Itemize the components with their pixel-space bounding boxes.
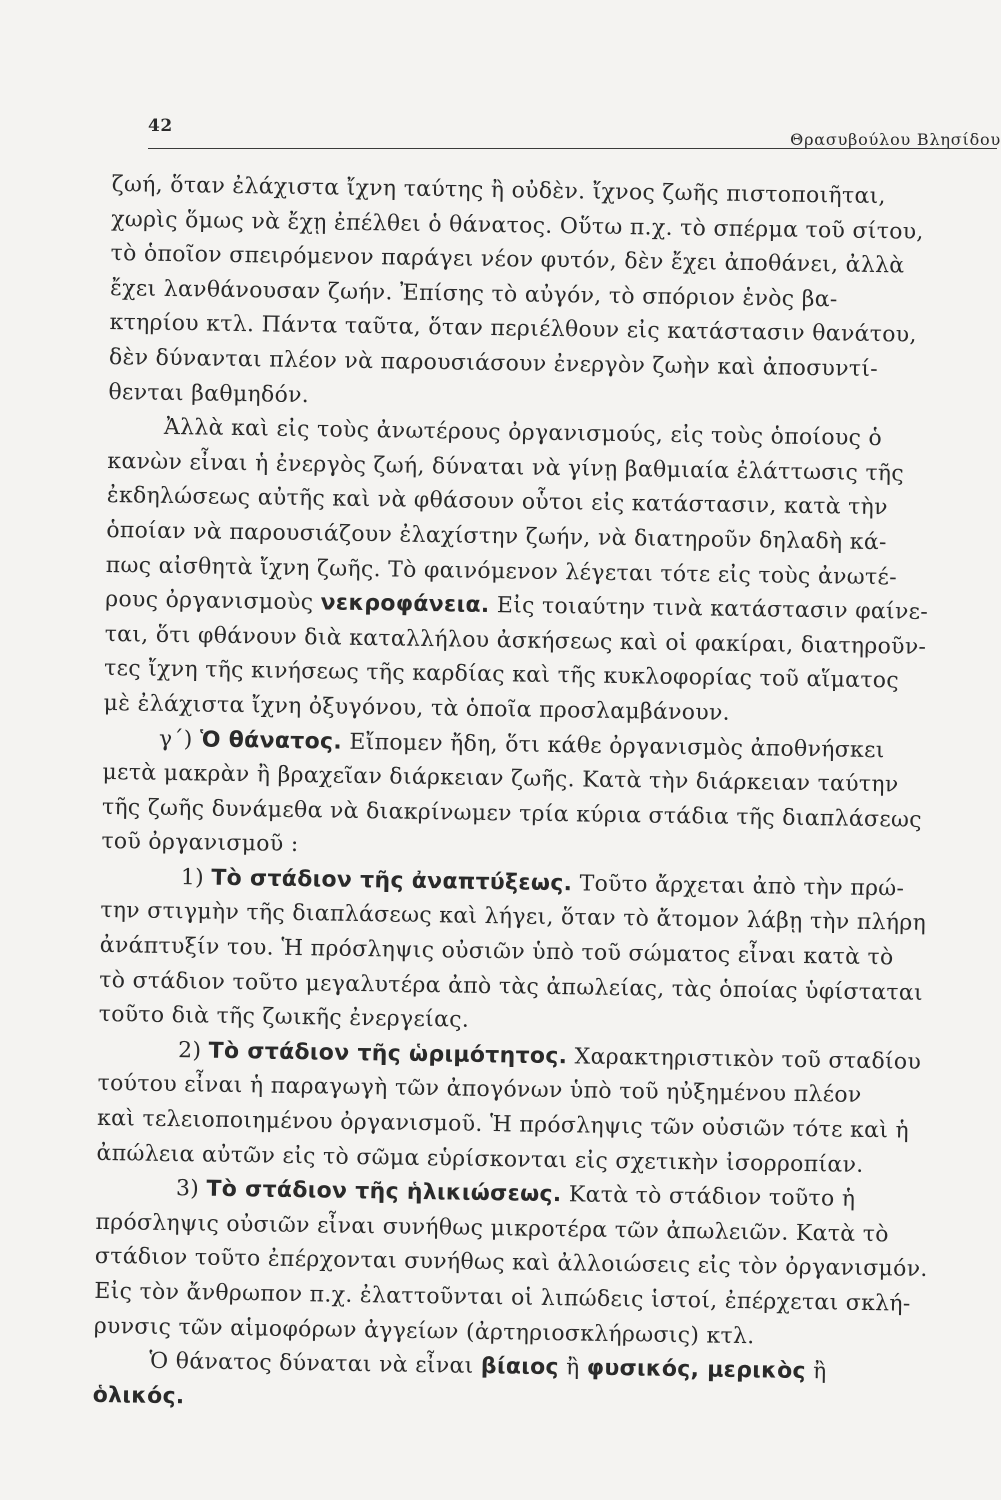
text-run: Εἰς τοιαύτην τινὰ κατάστασιν φαίνε-	[489, 593, 929, 625]
text-run: τες ἴχνη τῆς κινήσεως τῆς καρδίας καὶ τῆς κυκλοφορίας τοῦ αἵματος	[103, 656, 900, 694]
text-run: ἢ	[805, 1359, 827, 1385]
text-run: Κατὰ τὸ στάδιον τοῦτο ἡ	[561, 1182, 856, 1213]
text-run: την στιγμὴν τῆς διαπλάσεως καὶ λήγει, ὅταν τὸ ἄτομον λάβῃ τὴν πλήρη	[100, 898, 927, 937]
text-run: Τοῦτο ἄρχεται ἀπὸ τὴν πρώ-	[572, 871, 905, 902]
text-run: τοῦ ὀργανισμοῦ :	[101, 829, 299, 858]
text-run: τούτου εἶναι ἡ παραγωγὴ τῶν ἀπογόνων ὑπὸ τοῦ ηὐξημένου πλέον	[97, 1071, 862, 1109]
text-run: ρυνσις τῶν αἱμοφόρων ἀγγείων (ἀρτηριοσκλήρωσις) κτλ.	[93, 1313, 755, 1349]
text-run: πρόσληψις οὐσιῶν εἶναι συνήθως μικροτέρα τῶν ἀπωλειῶν. Κατὰ τὸ	[95, 1209, 889, 1248]
text-run: τὸ ὁποῖον σπειρόμενον παράγει νέον φυτόν, δὲν ἔχει ἀποθάνει, ἀλλὰ	[110, 241, 905, 279]
text-run: τῆς ζωῆς δυνάμεθα νὰ διακρίνωμεν τρία κύρια στάδια τῆς διαπλάσεως	[101, 794, 923, 833]
text-run: ἔχει λανθάνουσαν ζωήν. Ἐπίσης τὸ αὐγόν, τὸ σπόριον ἑνὸς βα-	[109, 275, 838, 313]
header-rule	[148, 148, 997, 149]
text-run: θενται βαθμηδόν.	[108, 379, 310, 408]
text-run: ἐκδηλώσεως αὐτῆς καὶ νὰ φθάσουν οὗτοι εἰς κατάστασιν, κατὰ τὴν	[106, 483, 888, 521]
bold-term: Τὸ στάδιον τῆς ἀναπτύξεως.	[211, 865, 573, 897]
text-run: πως αἰσθητὰ ἴχνη ζωῆς. Τὸ φαινόμενον λέγεται τότε εἰς τοὺς ἀνωτέ-	[105, 552, 898, 590]
text-run: τοῦτο διὰ τῆς ζωικῆς ἐνεργείας.	[98, 1002, 470, 1033]
bold-term: Ὁ θάνατος.	[199, 726, 343, 755]
text-run: μὲ ἐλάχιστα ἴχνη ὀξυγόνου, τὰ ὁποῖα προσλαμβάνουν.	[103, 690, 731, 726]
bold-term: νεκροφάνεια.	[320, 590, 490, 619]
text-run: ὁποίαν νὰ παρουσιάζουν ἐλαχίστην ζωήν, νὰ διατηροῦν δηλαδὴ κά-	[106, 517, 887, 556]
text-run: ἀνάπτυξίν του. Ἡ πρόσληψις οὐσιῶν ὑπὸ τοῦ σώματος εἶναι κατὰ τὸ	[99, 932, 894, 971]
bold-term: ὁλικός.	[92, 1382, 185, 1410]
running-title: Θρασυβούλου Βλησίδου	[790, 130, 1001, 149]
text-run: χωρὶς ὅμως νὰ ἔχῃ ἐπέλθει ὁ θάνατος. Οὕτω π.χ. τὸ σπέρμα τοῦ σίτου,	[111, 206, 924, 245]
body-text	[92, 168, 981, 1427]
text-run: Ὁ θάνατος δύναται νὰ εἶναι	[149, 1348, 482, 1380]
text-run: ζωή, ὅταν ἐλάχιστα ἴχνη ταύτης ἢ οὐδὲν. ἴχνος ζωῆς πιστοποιῆται,	[111, 171, 887, 210]
bold-term: Τὸ στάδιον τῆς ὡριμότητος.	[208, 1038, 568, 1070]
text-run: ται, ὅτι φθάνουν διὰ καταλλήλου ἀσκήσεως καὶ οἱ φακίραι, διατηροῦν-	[104, 621, 927, 660]
text-run: ἀπώλεια αὐτῶν εἰς τὸ σῶμα εὑρίσκονται εἰς σχετικὴν ἰσορροπίαν.	[96, 1140, 864, 1178]
text-run: γ΄)	[158, 726, 201, 752]
bold-term: φυσικός, μερικὸς	[586, 1355, 806, 1385]
page-number: 42	[148, 116, 173, 136]
text-run: 2)	[177, 1037, 209, 1064]
page-header	[140, 104, 1001, 154]
text-run: Εἰς τὸν ἄνθρωπον π.χ. ἐλαττοῦνται οἱ λιπώδεις ἱστοί, ἐπέρχεται σκλή-	[94, 1278, 911, 1317]
text-run: στάδιον τοῦτο ἐπέρχονται συνήθως καὶ ἀλλοιώσεις εἰς τὸν ὀργανισμόν.	[94, 1244, 928, 1283]
text-run: 3)	[175, 1176, 207, 1202]
text-run: κανὼν εἶναι ἡ ἐνεργὸς ζωή, δύναται νὰ γίνῃ βαθμιαία ἐλάττωσις τῆς	[107, 448, 905, 487]
text-run: ρους ὀργανισμοὺς	[105, 587, 321, 616]
text-run: τὸ στάδιον τοῦτο μεγαλυτέρα ἀπὸ τὰς ἀπωλείας, τὰς ὁποίας ὑφίσταται	[99, 967, 924, 1006]
bold-term: Τὸ στάδιον τῆς ἡλικιώσεως.	[206, 1176, 562, 1208]
text-run: κτηρίου κτλ. Πάντα ταῦτα, ὅταν περιέλθουν εἰς κατάστασιν θανάτου,	[109, 310, 917, 349]
text-run: Εἴπομεν ἤδη, ὅτι κάθε ὀργανισμὸς ἀποθνήσκει	[341, 729, 885, 763]
text-run: Χαρακτηριστικὸν τοῦ σταδίου	[567, 1044, 922, 1075]
bold-term: βίαιος	[480, 1354, 560, 1381]
text-run: καὶ τελειοποιημένου ὀργανισμοῦ. Ἡ πρόσληψις τῶν οὐσιῶν τότε καὶ ἡ	[96, 1105, 910, 1144]
text-run: μετὰ μακρὰν ἢ βραχεῖαν διάρκειαν ζωῆς. Κατὰ τὴν διάρκειαν ταύτην	[102, 760, 899, 798]
text-run: ἢ	[558, 1355, 588, 1381]
text-run: 1)	[180, 865, 212, 891]
text-run: δὲν δύνανται πλέον νὰ παρουσιάσουν ἐνεργὸν ζωὴν καὶ ἀποσυντί-	[108, 344, 879, 383]
text-run: Ἀλλὰ καὶ εἰς τοὺς ἀνωτέρους ὀργανισμούς, εἰς τοὺς ὁποίους ὁ	[163, 415, 883, 452]
